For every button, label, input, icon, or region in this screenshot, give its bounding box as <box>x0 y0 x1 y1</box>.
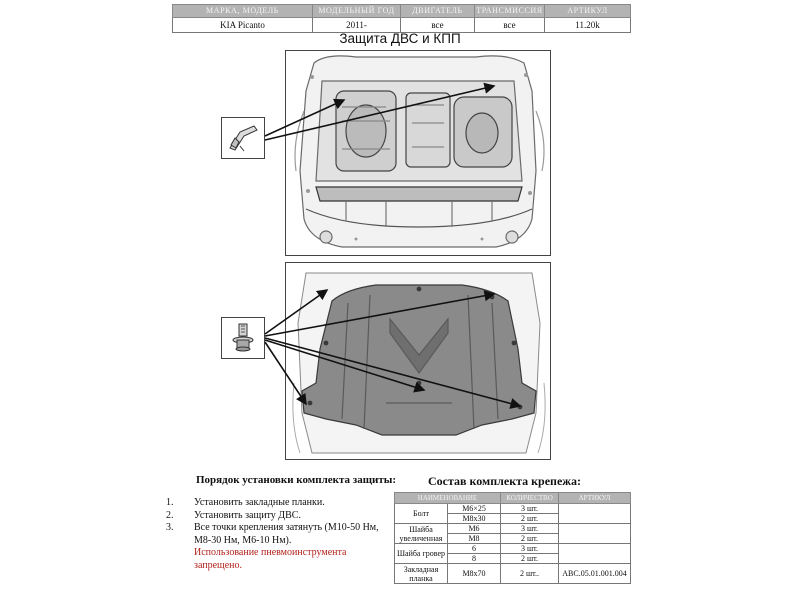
step-number: 1. <box>166 497 174 508</box>
kit-item-size: 8 <box>448 554 501 564</box>
spec-header-engine: ДВИГАТЕЛЬ <box>401 5 475 18</box>
kit-row <box>395 504 631 514</box>
step-number: 2. <box>166 509 174 521</box>
fastener-kit-title: Состав комплекта крепежа: <box>428 474 581 488</box>
spec-header-year: МОДЕЛЬНЫЙ ГОД <box>313 5 401 18</box>
kit-item-qty: 2 шт. <box>501 514 559 524</box>
installation-step <box>166 497 394 510</box>
kit-item-size: M8 <box>448 534 501 544</box>
kit-table-header-row <box>395 493 631 504</box>
installation-step <box>166 522 394 535</box>
installation-steps <box>166 497 394 572</box>
kit-item-article <box>559 544 631 564</box>
kit-item-qty: 2 шт.. <box>501 564 559 584</box>
spec-header-article: АРТИКУЛ <box>545 5 631 18</box>
kit-item-size: M8x30 <box>448 514 501 524</box>
installation-step <box>166 510 394 523</box>
kit-header-qty: КОЛИЧЕСТВО <box>501 493 559 504</box>
spec-table-header-row <box>173 5 631 18</box>
installation-title: Порядок установки комплекта защиты: <box>196 474 396 486</box>
spec-cell-article: 11.20k <box>545 18 631 33</box>
engine-bay-image <box>285 50 551 256</box>
fastener-kit-table <box>394 492 631 584</box>
kit-row <box>395 524 631 534</box>
kit-item-size: M6 <box>448 524 501 534</box>
kit-item-qty: 3 шт. <box>501 544 559 554</box>
bolt-icon <box>222 318 264 358</box>
kit-item-name: Шайба гровер <box>395 544 448 564</box>
bolt-callout <box>221 317 265 359</box>
installation-step <box>166 535 394 548</box>
step-text: Все точки крепления затянуть (М10-50 Нм, <box>194 522 379 533</box>
step-text: Установить закладные планки. <box>194 497 325 508</box>
kit-item-qty: 3 шт. <box>501 504 559 514</box>
kit-item-name: Закладная планка <box>395 564 448 584</box>
spec-header-model: МАРКА, МОДЕЛЬ <box>173 5 313 18</box>
kit-item-article <box>559 524 631 544</box>
kit-item-name: Шайба увеличенная <box>395 524 448 544</box>
kit-item-name: Болт <box>395 504 448 524</box>
kit-header-name: НАИМЕНОВАНИЕ <box>395 493 501 504</box>
kit-item-article <box>559 504 631 524</box>
step-text: Установить защиту ДВС. <box>194 509 301 521</box>
engine-guard-image <box>285 262 551 460</box>
step-text: М8-30 Нм, М6-10 Нм). <box>194 534 292 546</box>
kit-item-qty: 3 шт. <box>501 524 559 534</box>
clip-nut-callout <box>221 117 265 159</box>
spec-cell-transmission: все <box>475 18 545 33</box>
spec-table <box>172 4 631 33</box>
spec-cell-engine: все <box>401 18 475 33</box>
step-number <box>166 535 194 548</box>
spec-cell-year: 2011- <box>313 18 401 33</box>
engine-guard-drawing <box>286 263 551 460</box>
step-number: 3. <box>166 522 174 533</box>
kit-row <box>395 564 631 584</box>
kit-item-size: M6×25 <box>448 504 501 514</box>
clip-nut-icon <box>222 118 264 158</box>
spec-header-transmission: ТРАНСМИССИЯ <box>475 5 545 18</box>
kit-item-size: 6 <box>448 544 501 554</box>
spec-cell-model: KIA Picanto <box>173 18 313 33</box>
kit-item-size: M8x70 <box>448 564 501 584</box>
kit-item-qty: 2 шт. <box>501 554 559 564</box>
page-title: Защита ДВС и КПП <box>339 31 461 46</box>
kit-header-article: АРТИКУЛ <box>559 493 631 504</box>
kit-row <box>395 544 631 554</box>
kit-item-qty: 2 шт. <box>501 534 559 544</box>
installation-warning: Использование пневмоинструмента запрещено. <box>194 547 347 571</box>
engine-bay-drawing <box>286 51 551 256</box>
kit-item-article: ABC.05.01.001.004 <box>559 564 631 584</box>
